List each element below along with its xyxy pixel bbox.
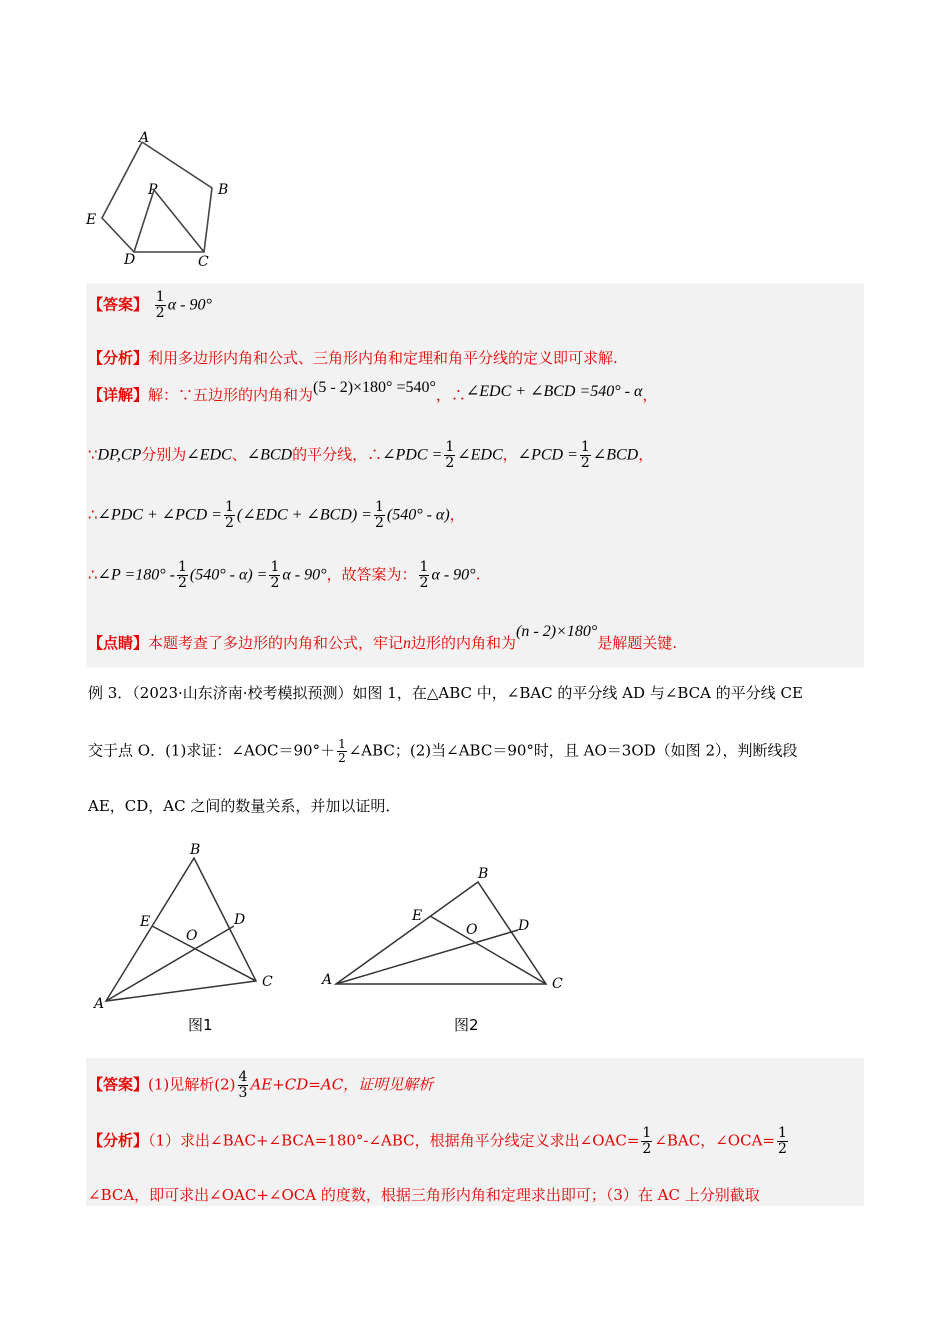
fraction-half: $\frac{1}{2}$ — [338, 737, 346, 765]
fig1-label-d: D — [234, 912, 246, 928]
answer-1 — [88, 290, 212, 321]
fraction-half: $\frac{1}{2}$ — [445, 439, 455, 471]
label-a: A — [139, 130, 150, 146]
fig2-label-a: A — [322, 972, 333, 988]
comment-1: 【点睛】本题考查了多边形的内角和公式，牢记n边形的内角和为(n - 2)×180°是解题关键. — [88, 623, 678, 652]
analysis-1: 【分析】利用多边形内角和公式、三角形内角和定理和角平分线的定义即可求解. — [88, 349, 618, 367]
fraction-half: $\frac{1}{2}$ — [642, 1125, 652, 1157]
solution-box-1 — [86, 283, 864, 667]
fig1-label-o: O — [186, 928, 198, 944]
fig1-label-c: C — [262, 974, 273, 990]
fraction-half: $\frac{1}{2}$ — [224, 499, 234, 531]
detail-line-2: ∵DP,CP分别为∠EDC、∠BCD的平分线，∴∠PDC = $\frac{1}{2}$ ∠EDC，∠PCD = $\frac{1}{2}$ ∠BCD， — [88, 439, 654, 471]
label-b: B — [218, 182, 229, 198]
analysis-2-line-2: ∠BCA，即可求出∠OAC+∠OCA 的度数，根据三角形内角和定理求出即可；（3）在 AC 上分别截取 — [88, 1186, 760, 1204]
analysis-2-line-1: 【分析】（1）求出∠BAC+∠BCA=180°-∠ABC，根据角平分线定义求出∠OAC= $\frac{1}{2}$ ∠BAC，∠OCA= $\frac{1}{2}$ — [88, 1125, 787, 1157]
label-p: P — [148, 182, 158, 198]
example3-line-2: 交于点 O．(1)求证：∠AOC＝90°＋ $\frac{1}{2}$ ∠ABC；(2)当∠ABC＝90°时，且 AO＝3OD（如图 2），判断线段 — [88, 737, 798, 765]
example3-line-1: 例 3．（2023·山东济南·校考模拟预测）如图 1，在△ABC 中，∠BAC 的平分线 AD 与∠BCA 的平分线 CE — [88, 684, 803, 702]
fraction-half: $\frac{1}{2}$ — [270, 559, 280, 591]
fraction-half: $\frac{1}{2}$ — [374, 499, 384, 531]
example3-line-3: AE，CD，AC 之间的数量关系，并加以证明． — [88, 797, 401, 815]
answer-tag: 【答案】 — [88, 295, 149, 314]
fraction-half: $\frac{1}{2}$ — [155, 289, 165, 321]
fraction-half: $\frac{1}{2}$ — [580, 439, 590, 471]
detail-line-3: ∴∠PDC + ∠PCD = $\frac{1}{2}$ (∠EDC + ∠BCD) = $\frac{1}{2}$ (540° - α)， — [88, 499, 465, 531]
fraction-half: $\frac{1}{2}$ — [177, 559, 187, 591]
label-c: C — [198, 254, 209, 270]
fig1-label-a: A — [94, 996, 105, 1012]
fig2-label-o: O — [466, 922, 478, 938]
fig1-label-e: E — [140, 914, 151, 930]
triangle-figure-2 — [318, 860, 578, 1040]
answer-expr: α - 90° — [167, 296, 212, 314]
pentagon-figure — [82, 128, 242, 273]
fraction-four-thirds: $\frac{4}{3}$ — [238, 1069, 248, 1101]
detail-line-4: ∴∠P =180° - $\frac{1}{2}$ (540° - α) = $\frac{1}{2}$ α - 90°，故答案为： $\frac{1}{2}$ α - 90°. — [88, 559, 481, 591]
fraction-half: $\frac{1}{2}$ — [777, 1125, 787, 1157]
label-d: D — [124, 252, 136, 268]
label-e: E — [86, 212, 97, 228]
fig2-label-d: D — [518, 918, 530, 934]
fig2-caption: 图2 — [454, 1016, 479, 1034]
fig1-label-b: B — [190, 842, 201, 858]
fig2-label-b: B — [478, 866, 489, 882]
analysis-text: 利用多边形内角和公式、三角形内角和定理和角平分线的定义即可求解. — [148, 349, 618, 367]
detail-line-1: 【详解】解：∵五边形的内角和为(5 - 2)×180° =540°，∴∠EDC + ∠BCD =540° - α， — [88, 379, 658, 404]
fig2-label-c: C — [552, 976, 563, 992]
answer-2: 【答案】(1)见解析(2) $\frac{4}{3}$ AE+CD=AC，证明见解析 — [88, 1069, 434, 1101]
fig1-caption: 图1 — [188, 1016, 213, 1034]
fig2-label-e: E — [412, 908, 423, 924]
triangle-figure-1 — [88, 838, 288, 1038]
fraction-half: $\frac{1}{2}$ — [419, 559, 429, 591]
